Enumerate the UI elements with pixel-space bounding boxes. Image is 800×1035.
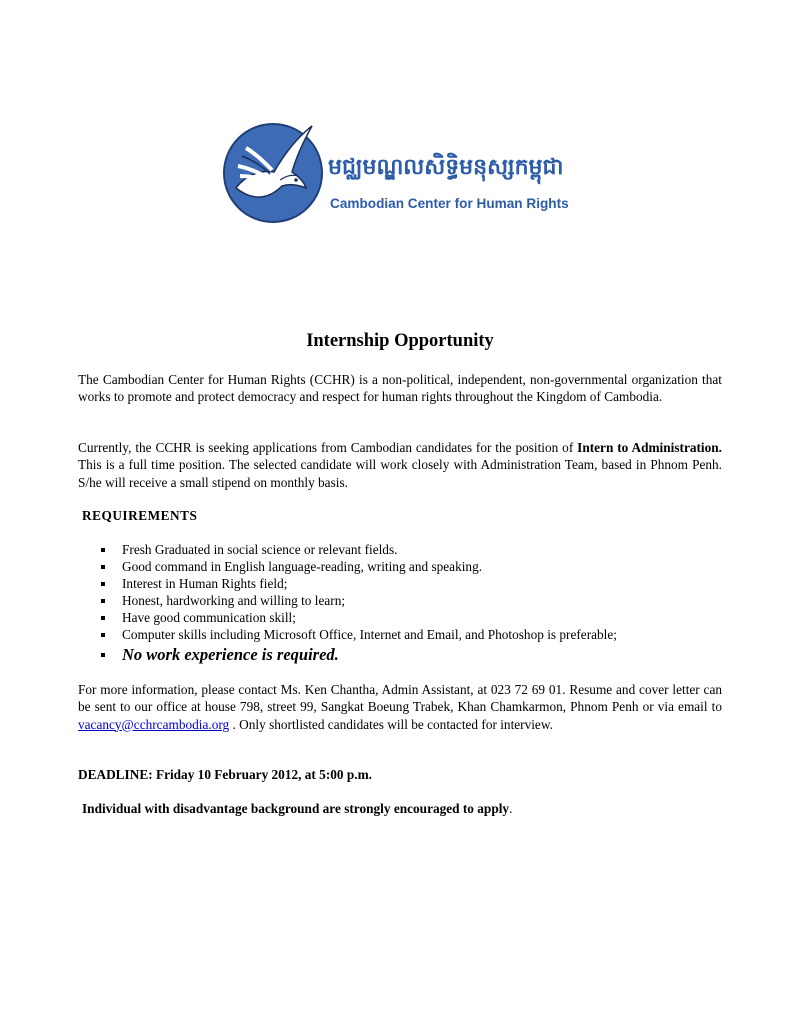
khmer-organization-name bbox=[328, 146, 578, 186]
cchr-logo bbox=[222, 122, 582, 232]
requirements-list bbox=[96, 541, 736, 667]
bullet-icon bbox=[101, 616, 105, 620]
requirements-heading: REQUIREMENTS bbox=[82, 508, 198, 523]
email-link[interactable]: vacancy@cchrcambodia.org bbox=[78, 716, 230, 732]
position-text-after: This is a full time position. The selected candidate will work closely with Administration Team, based in Phnom Penh. S/he will receive a small stipend on monthly basis. bbox=[78, 457, 722, 490]
bullet-icon bbox=[101, 633, 105, 637]
position-text-before: Currently, the CCHR is seeking applications from Cambodian candidates for the position of bbox=[78, 440, 578, 455]
requirement-item: Have good communication skill; bbox=[96, 609, 736, 626]
bullet-icon bbox=[101, 582, 105, 586]
bullet-icon bbox=[101, 548, 105, 552]
bullet-icon bbox=[101, 565, 105, 569]
contact-text-after: . Only shortlisted candidates will be contacted for interview. bbox=[229, 716, 553, 732]
deadline: DEADLINE: Friday 10 February 2012, at 5:00 p.m. bbox=[78, 767, 372, 782]
dove-icon bbox=[222, 122, 324, 224]
svg-text:មជ្ឈមណ្ឌលសិទ្ធិមនុស្សកម្ពុជា: មជ្ឈមណ្ឌលសិទ្ធិមនុស្សកម្ពុជា bbox=[328, 155, 564, 180]
requirement-item: Good command in English language-reading, writing and speaking. bbox=[96, 558, 736, 575]
requirement-emphasis: No work experience is required. bbox=[96, 643, 736, 667]
bullet-icon bbox=[101, 599, 105, 603]
organization-name: Cambodian Center for Human Rights bbox=[330, 196, 569, 211]
requirement-item: Fresh Graduated in social science or relevant fields. bbox=[96, 541, 736, 558]
bullet-icon bbox=[101, 653, 105, 657]
contact-text-before: For more information, please contact Ms. Ken Chantha, Admin Assistant, at 023 72 69 01. Resume and cover letter can be sent to our office at house 798, street 99, Sangkat Boeung Trabek, Khan Chamkarmon, Phnom Penh or via email to bbox=[78, 682, 722, 715]
position-role: Intern to Administration. bbox=[577, 440, 722, 455]
encouragement-note: Individual with disadvantage background are strongly encouraged to apply. bbox=[82, 801, 513, 816]
requirement-item: Computer skills including Microsoft Office, Internet and Email, and Photoshop is preferable; bbox=[96, 626, 736, 643]
contact-paragraph bbox=[78, 681, 722, 733]
requirement-item: Honest, hardworking and willing to learn; bbox=[96, 592, 736, 609]
position-paragraph bbox=[78, 439, 722, 491]
page-title: Internship Opportunity bbox=[306, 331, 494, 351]
intro-paragraph: The Cambodian Center for Human Rights (CCHR) is a non-political, independent, non-governmental organization that works to promote and protect democracy and respect for human rights throughout the Kingdom of Cambodia. bbox=[78, 372, 722, 405]
requirement-item: Interest in Human Rights field; bbox=[96, 575, 736, 592]
